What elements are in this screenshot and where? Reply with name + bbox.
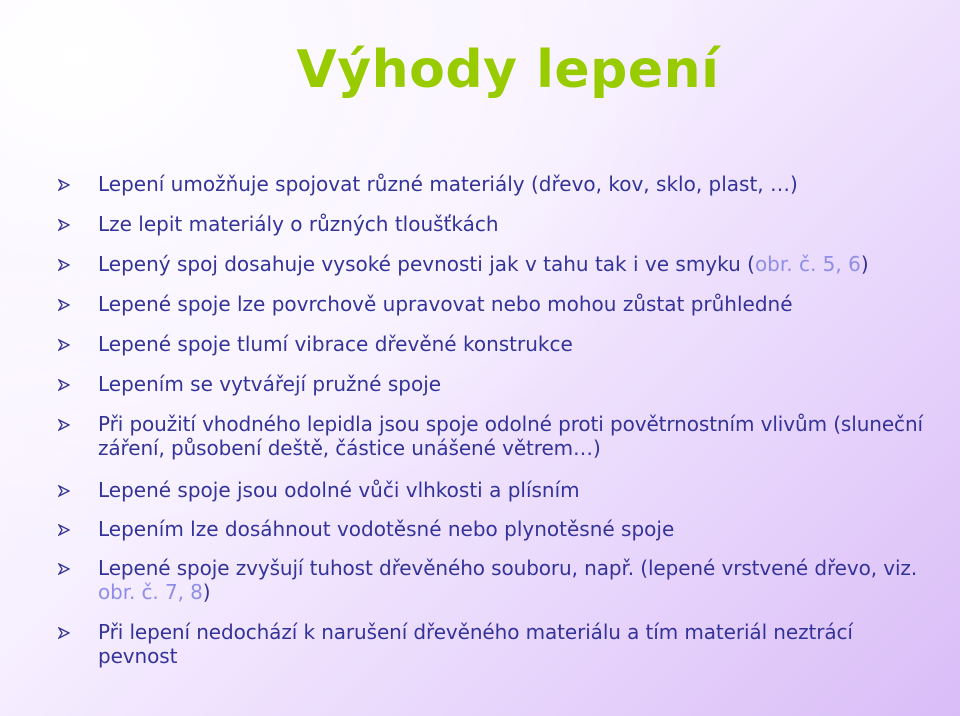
list-item-text: Lze lepit materiály o různých tloušťkách bbox=[98, 212, 499, 236]
list-item-text: Lepení umožňuje spojovat různé materiály (dřevo, kov, sklo, plast, …) bbox=[98, 172, 798, 196]
figure-reference-link[interactable]: obr. č. bbox=[754, 252, 817, 276]
list-item-text: Při použití vhodného lepidla jsou spoje odolné proti povětrnostním vlivům (sluneční záření, působení deště, částice unášené větrem…) bbox=[98, 412, 930, 460]
list-item-text: Lepený spoj dosahuje vysoké pevnosti jak v tahu tak i ve smyku (obr. č. 5, 6) bbox=[98, 252, 869, 276]
slide-title: Výhody lepení bbox=[296, 40, 720, 100]
list-item-text: Lepením se vytvářejí pružné spoje bbox=[98, 372, 442, 396]
arrowhead-bullet-icon bbox=[58, 219, 70, 231]
list-item-text: Lepením lze dosáhnout vodotěsné nebo plynotěsné spoje bbox=[98, 517, 675, 541]
list-item-text: Při lepení nedochází k narušení dřevěného materiálu a tím materiál neztrácí pevnost bbox=[98, 620, 860, 668]
arrowhead-bullet-icon bbox=[58, 259, 70, 271]
figure-reference-link[interactable]: obr. č. bbox=[98, 580, 159, 604]
arrowhead-bullet-icon bbox=[58, 485, 70, 497]
arrowhead-bullet-icon bbox=[58, 419, 70, 431]
arrowhead-bullet-icon bbox=[58, 627, 70, 639]
arrowhead-bullet-icon bbox=[58, 524, 70, 536]
list-item-text: Lepené spoje tlumí vibrace dřevěné konstrukce bbox=[98, 332, 573, 356]
figure-reference-numbers: 7, 8 bbox=[158, 580, 203, 604]
arrowhead-bullet-icon bbox=[58, 179, 70, 191]
arrowhead-bullet-icon bbox=[58, 563, 70, 575]
list-item-text: Lepené spoje lze povrchově upravovat nebo mohou zůstat průhledné bbox=[98, 292, 793, 316]
figure-reference-numbers: 5, 6 bbox=[816, 252, 861, 276]
arrowhead-bullet-icon bbox=[58, 299, 70, 311]
list-item-text: Lepené spoje zvyšují tuhost dřevěného souboru, např. (lepené vrstvené dřevo, viz. obr. č. 7, 8) bbox=[98, 556, 924, 604]
list-item-text: Lepené spoje jsou odolné vůči vlhkosti a plísním bbox=[98, 478, 580, 502]
arrowhead-bullet-icon bbox=[58, 379, 70, 391]
arrowhead-bullet-icon bbox=[58, 339, 70, 351]
